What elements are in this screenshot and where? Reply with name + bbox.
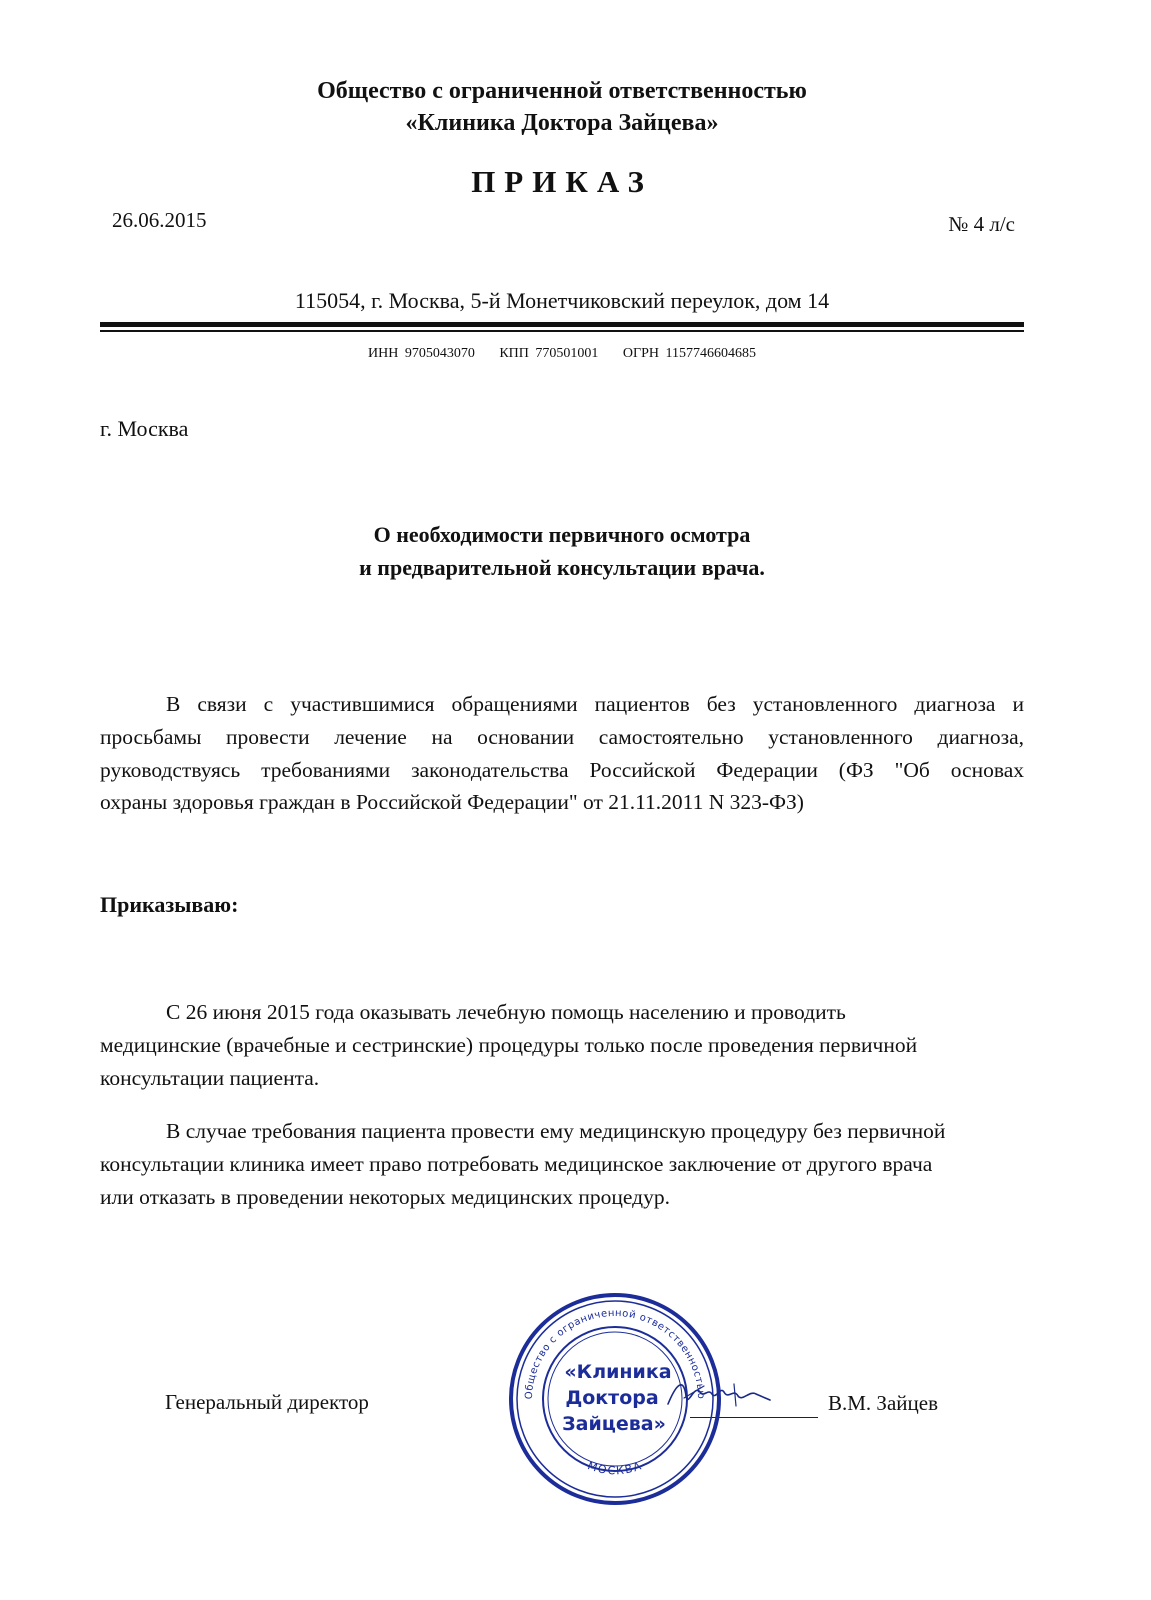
preamble-paragraph	[100, 688, 1024, 819]
preamble-line: руководствуясь требованиями законодательства Российской Федерации (ФЗ "Об основах	[100, 757, 1024, 782]
svg-text:МОСКВА: МОСКВА	[585, 1459, 645, 1478]
handwritten-signature	[664, 1374, 774, 1418]
document-title: ПРИКАЗ	[471, 164, 653, 199]
kpp-value: КПП 770501001	[499, 346, 599, 361]
order-paragraph-1	[100, 996, 1024, 1094]
order-line: или отказать в проведении некоторых медицинских процедур.	[100, 1184, 670, 1209]
organization-name-line2: «Клиника Доктора Зайцева»	[405, 110, 719, 136]
subject-line1: О необходимости первичного осмотра	[373, 522, 751, 547]
order-line: консультации пациента.	[100, 1065, 320, 1090]
ordering-word: Приказываю:	[100, 892, 239, 917]
preamble-line: В связи с участившимися обращениями пациентов без установленного диагноза и	[166, 692, 1024, 716]
header-rule-thick	[100, 322, 1024, 327]
ogrn-value: ОГРН 1157746604685	[622, 346, 756, 361]
svg-text:«Клиника: «Клиника	[564, 1361, 672, 1383]
subject-line2: и предварительной консультации врача.	[359, 555, 765, 580]
svg-text:Зайцева»: Зайцева»	[562, 1413, 666, 1435]
city-of-issue: г. Москва	[100, 416, 189, 441]
header-rule-thin	[100, 330, 1024, 332]
order-line: консультации клиника имеет право потребовать медицинское заключение от другого врача	[100, 1151, 933, 1176]
signatory-position: Генеральный директор	[165, 1390, 369, 1414]
inn-value: ИНН 9705043070	[368, 346, 475, 361]
order-line: медицинские (врачебные и сестринские) процедуры только после проведения первичной	[100, 1032, 918, 1057]
order-paragraph-2	[100, 1115, 1024, 1213]
svg-text:Доктора: Доктора	[565, 1387, 659, 1409]
signatory-name: В.М. Зайцев	[828, 1391, 938, 1415]
order-date: 26.06.2015	[112, 208, 207, 232]
svg-text:Общество с ограниченной ответс: Общество с ограниченной ответственностью	[523, 1307, 707, 1400]
preamble-line: охраны здоровья граждан в Российской Федерации" от 21.11.2011 N 323-ФЗ)	[100, 790, 804, 815]
order-number: № 4 л/с	[948, 212, 1015, 236]
order-line: С 26 июня 2015 года оказывать лечебную помощь населению и проводить	[166, 1000, 846, 1024]
order-line: В случае требования пациента провести ему медицинскую процедуру без первичной	[166, 1119, 946, 1143]
organization-name-line1: Общество с ограниченной ответственностью	[317, 78, 807, 104]
organization-address: 115054, г. Москва, 5-й Монетчиковский переулок, дом 14	[294, 288, 830, 313]
organization-requisites	[0, 346, 1124, 362]
preamble-line: просьбамы провести лечение на основании самостоятельно установленного диагноза,	[100, 724, 1024, 749]
